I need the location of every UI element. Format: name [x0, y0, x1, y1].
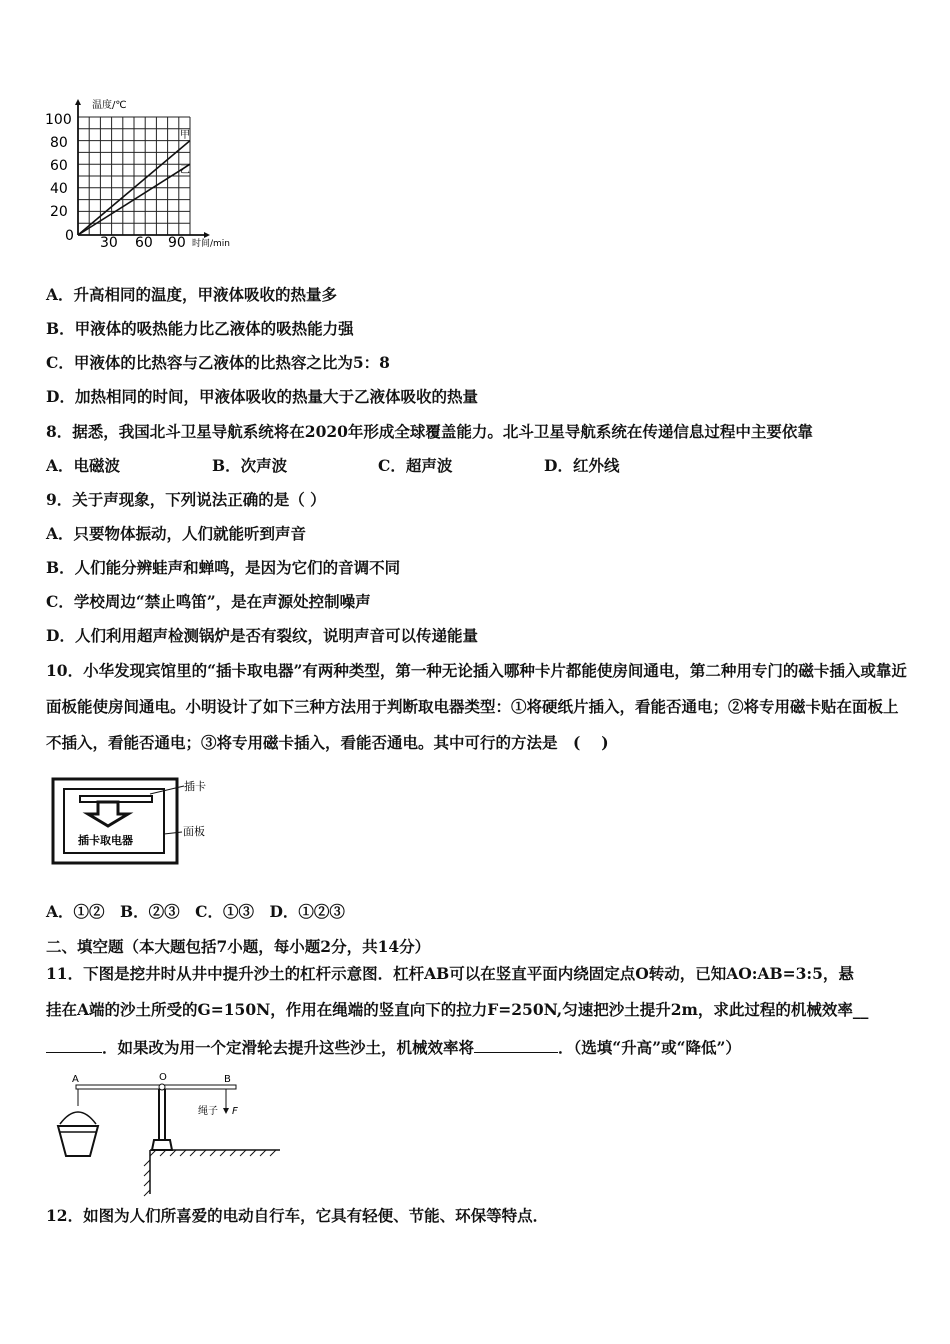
q10-options: A．①② B．②③ C．①③ D．①②③ — [46, 902, 345, 921]
x-axis-label: 时间/min — [192, 239, 231, 249]
q11-line-1: 11．下图是挖井时从井中提升沙土的杠杆示意图．杠杆AB可以在竖直平面内绕固定点O转动，已知AO:AB=3:5，悬 — [46, 964, 854, 983]
series-label-jia: 甲 — [180, 130, 190, 141]
point-o-label: O — [159, 1072, 167, 1083]
x-tick-label: 60 — [135, 235, 153, 251]
x-tick-label: 30 — [100, 235, 118, 251]
q11-blank-1[interactable] — [46, 1036, 102, 1053]
x-axis-arrow — [204, 232, 210, 238]
q7-option-a: A．升高相同的温度，甲液体吸收的热量多 — [46, 285, 338, 304]
q8-option-a: A．电磁波 — [46, 456, 121, 475]
force-arrow-icon — [223, 1108, 229, 1114]
lever-figure — [48, 1070, 288, 1198]
support-base — [152, 1140, 172, 1150]
q11-line-3 — [46, 1036, 741, 1059]
y-tick-label: 60 — [50, 158, 68, 174]
y-tick-label: 40 — [50, 181, 68, 197]
q12-stem: 12．如图为人们所喜爱的电动自行车，它具有轻便、节能、环保等特点． — [46, 1206, 549, 1225]
bucket-body — [58, 1126, 98, 1156]
point-a-label: A — [72, 1074, 79, 1085]
q11-line-3-mid: ．如果改为用一个定滑轮去提升这些沙土，机械效率将 — [102, 1038, 475, 1057]
bucket-handle — [60, 1112, 96, 1124]
q8-option-d: D．红外线 — [544, 456, 620, 475]
q10-stem: 10．小华发现宾馆里的“插卡取电器”有两种类型，第一种无论插入哪种卡片都能使房间通电，第二种用专门的磁卡插入或靠近面板能使房间通电。小明设计了如下三种方法用于判断取电器类型：①将硬纸片插入，看能否通电；②将专用磁卡贴在面板上不插入，看能否通电；③将专用磁卡插入，看能否通电。其中可行的方法是 ( ) — [46, 661, 907, 752]
q9-option-d: D．人们利用超声检测锅炉是否有裂纹，说明声音可以传递能量 — [46, 626, 478, 645]
q8-option-b: B．次声波 — [212, 456, 288, 475]
q9-option-c: C．学校周边“禁止鸣笛”，是在声源处控制噪声 — [46, 592, 371, 611]
q11-line-3-end: ．（选填“升高”或“降低”） — [558, 1038, 741, 1057]
y-axis-label: 温度/℃ — [92, 100, 127, 111]
q9-option-b: B．人们能分辨蛙声和蝉鸣，是因为它们的音调不同 — [46, 558, 401, 577]
arrow-down-icon — [88, 802, 128, 826]
q7-option-b: B．甲液体的吸热能力比乙液体的吸热能力强 — [46, 319, 354, 338]
device-label: 插卡取电器 — [78, 834, 133, 847]
q7-option-d: D．加热相同的时间，甲液体吸收的热量大于乙液体吸收的热量 — [46, 387, 478, 406]
section-2-heading: 二、填空题（本大题包括7小题，每小题2分，共14分） — [46, 937, 431, 956]
q7-option-c: C．甲液体的比热容与乙液体的比热容之比为5：8 — [46, 353, 390, 372]
ground-hatching — [144, 1150, 276, 1196]
q11-blank-2[interactable] — [474, 1036, 558, 1053]
lever-bar — [76, 1085, 236, 1089]
q8-options — [46, 455, 619, 477]
x-tick-label: 90 — [168, 235, 186, 251]
panel-label: 面板 — [183, 825, 205, 838]
panel-pointer-line — [164, 832, 182, 834]
force-label: F — [232, 1106, 238, 1117]
point-b-label: B — [224, 1074, 231, 1085]
temperature-time-chart — [40, 95, 250, 260]
y-tick-label: 20 — [50, 204, 68, 220]
q9-stem: 9．关于声现象，下列说法正确的是（ ） — [46, 490, 326, 509]
q8-option-c: C．超声波 — [378, 456, 453, 475]
origin-label: 0 — [65, 228, 74, 244]
card-label: 插卡 — [184, 780, 206, 793]
y-tick-label: 100 — [45, 112, 72, 128]
q11-line-2: 挂在A端的沙土所受的G=150N，作用在绳端的竖直向下的拉力F=250N,匀速把沙土提升2m，求此过程的机械效率__ — [46, 1000, 869, 1019]
q9-option-a: A．只要物体振动，人们就能听到声音 — [46, 524, 307, 543]
q8-stem: 8．据悉，我国北斗卫星导航系统将在2020年形成全球覆盖能力。北斗卫星导航系统在传递信息过程中主要依靠 — [46, 422, 813, 441]
y-tick-label: 80 — [50, 135, 68, 151]
rope-label: 绳子 — [198, 1106, 218, 1117]
series-label-yi: 乙 — [180, 165, 190, 176]
y-axis-arrow — [75, 99, 81, 105]
card-power-switch-figure — [50, 776, 220, 868]
